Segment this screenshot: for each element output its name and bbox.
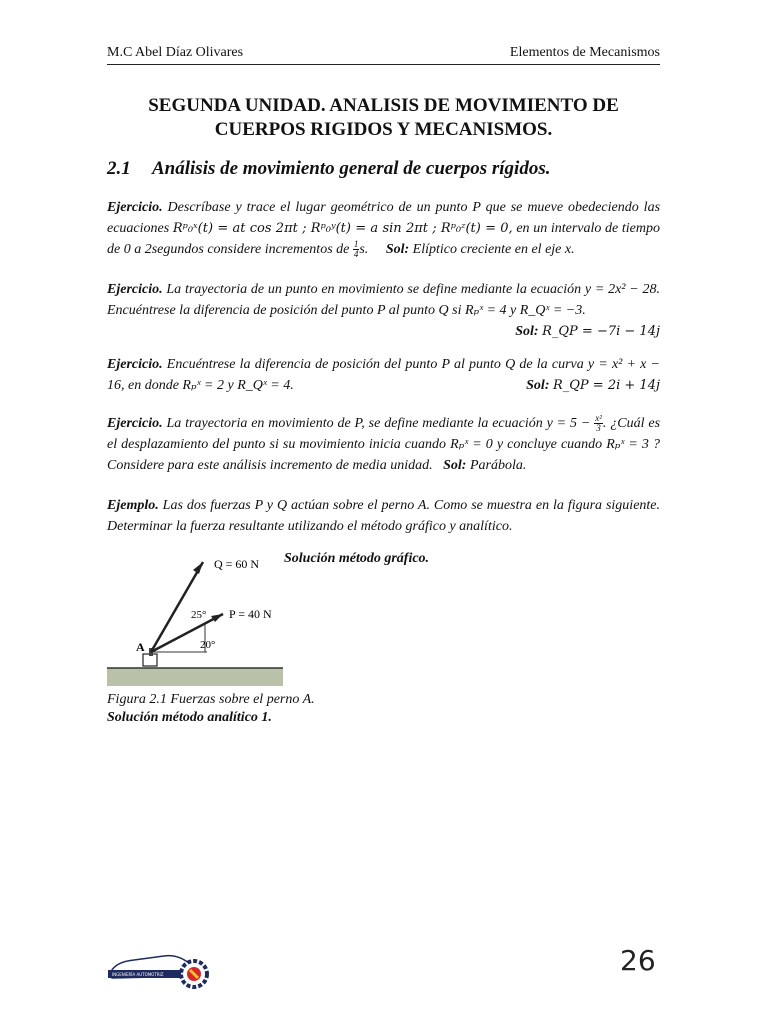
title-line-1: SEGUNDA UNIDAD. ANALISIS DE MOVIMIENTO DE bbox=[148, 95, 619, 116]
angle-25-label: 25° bbox=[191, 609, 207, 621]
exercise-1-frac-num: 1 bbox=[353, 239, 359, 250]
car-gear-logo-icon bbox=[104, 940, 212, 996]
exercise-1-solution: Elíptico creciente en el eje x. bbox=[412, 242, 575, 257]
exercise-4-frac-num: x² bbox=[595, 413, 602, 424]
exercise-3-sol-label: Sol: bbox=[526, 378, 550, 393]
exercise-2-solution-block bbox=[515, 321, 660, 342]
exercise-4-label: Ejercicio. bbox=[107, 416, 163, 431]
exercise-4-text-b: . ¿Cuál es el desplazamiento del punto si su movimiento inicia cuando Rₚˣ = 0 y concluye cuando Rₚˣ = 3 ? Considere para este análisis incremento de media unidad. bbox=[107, 416, 661, 473]
exercise-2 bbox=[107, 279, 660, 342]
force-diagram bbox=[107, 546, 283, 690]
ground-hatch bbox=[107, 668, 283, 686]
section-heading bbox=[107, 158, 660, 180]
section-number: 2.1 bbox=[107, 158, 131, 179]
page-number: 26 bbox=[620, 944, 656, 977]
figure-caption: Figura 2.1 Fuerzas sobre el perno A. bbox=[107, 692, 315, 707]
header-rule bbox=[107, 64, 660, 65]
exercise-1-text-b: en un intervalo de tiempo de 0 a 2segundos considere incrementos de bbox=[107, 221, 661, 257]
exercise-1-text-a: Descríbase y trace el lugar geométrico de un punto P que se mueve obedeciendo las ecuaciones bbox=[107, 200, 661, 236]
logo-text: INGENIERÍA AUTOMOTRIZ bbox=[112, 972, 164, 977]
exercise-4-frac-den: 3 bbox=[596, 423, 601, 434]
exercise-3-label: Ejercicio. bbox=[107, 357, 163, 372]
exercise-1-equation: Rᵖ₀ˣ(t) = at cos 2πt ; Rᵖ₀ʸ(t) = a sin 2πt ; Rᵖ₀ᶻ(t) = 0, bbox=[172, 221, 513, 236]
graphic-solution-label: Solución método gráfico. bbox=[284, 551, 430, 566]
exercise-4 bbox=[107, 413, 660, 476]
exercise-2-solution: R_QP = −7i − 14j bbox=[542, 324, 660, 339]
point-a-label: A bbox=[136, 640, 145, 654]
exercise-1 bbox=[107, 197, 660, 260]
p-label: P = 40 N bbox=[229, 607, 272, 621]
exercise-3-text: Encuéntrese la diferencia de posición del punto P al punto Q de la curva y = x² + x − 16, en donde Rₚˣ = 2 y R_Qˣ = 4. bbox=[107, 357, 660, 393]
angle-20-label: 20° bbox=[200, 639, 216, 651]
q-arrowhead bbox=[193, 562, 203, 574]
exercise-2-sol-label: Sol: bbox=[515, 324, 539, 339]
exercise-1-label: Ejercicio. bbox=[107, 200, 163, 215]
q-label: Q = 60 N bbox=[214, 557, 260, 571]
title-line-2: CUERPOS RIGIDOS Y MECANISMOS. bbox=[214, 119, 553, 140]
header-course: Elementos de Mecanismos bbox=[509, 45, 660, 60]
example-label: Ejemplo. bbox=[107, 498, 159, 513]
page-title bbox=[107, 94, 660, 142]
exercise-4-sol-label: Sol: bbox=[443, 458, 467, 473]
header-author: M.C Abel Díaz Olivares bbox=[107, 45, 244, 60]
example-paragraph bbox=[107, 495, 660, 537]
exercise-4-fraction bbox=[594, 414, 603, 433]
exercise-1-text-c: s. bbox=[359, 242, 369, 257]
exercise-2-text: La trayectoria de un punto en movimiento se define mediante la ecuación y = 2x² − 28. Encuéntrese la diferencia de posición del punto P al punto Q si Rₚˣ = 4 y R_Qˣ = −3. bbox=[107, 282, 660, 318]
analytic-solution-heading: Solución método analítico 1. bbox=[107, 710, 272, 725]
example-text: Las dos fuerzas P y Q actúan sobre el perno A. Como se muestra en la figura siguiente. Determinar la fuerza resultante utilizando el método gráfico y analítico. bbox=[107, 498, 661, 534]
exercise-2-label: Ejercicio. bbox=[107, 282, 163, 297]
exercise-1-sol-label: Sol: bbox=[385, 242, 410, 257]
exercise-3-solution: R_QP = 2i + 14j bbox=[552, 378, 660, 393]
exercise-3 bbox=[107, 354, 660, 396]
exercise-3-solution-block bbox=[526, 375, 660, 396]
exercise-4-text-a: La trayectoria en movimiento de P, se define mediante la ecuación y = 5 − bbox=[166, 416, 591, 431]
p-arrowhead bbox=[211, 614, 223, 622]
exercise-1-frac-den: 4 bbox=[353, 249, 359, 260]
page-header bbox=[107, 45, 660, 65]
section-title: Análisis de movimiento general de cuerpos rígidos. bbox=[152, 158, 551, 179]
exercise-4-solution: Parábola. bbox=[469, 458, 527, 473]
